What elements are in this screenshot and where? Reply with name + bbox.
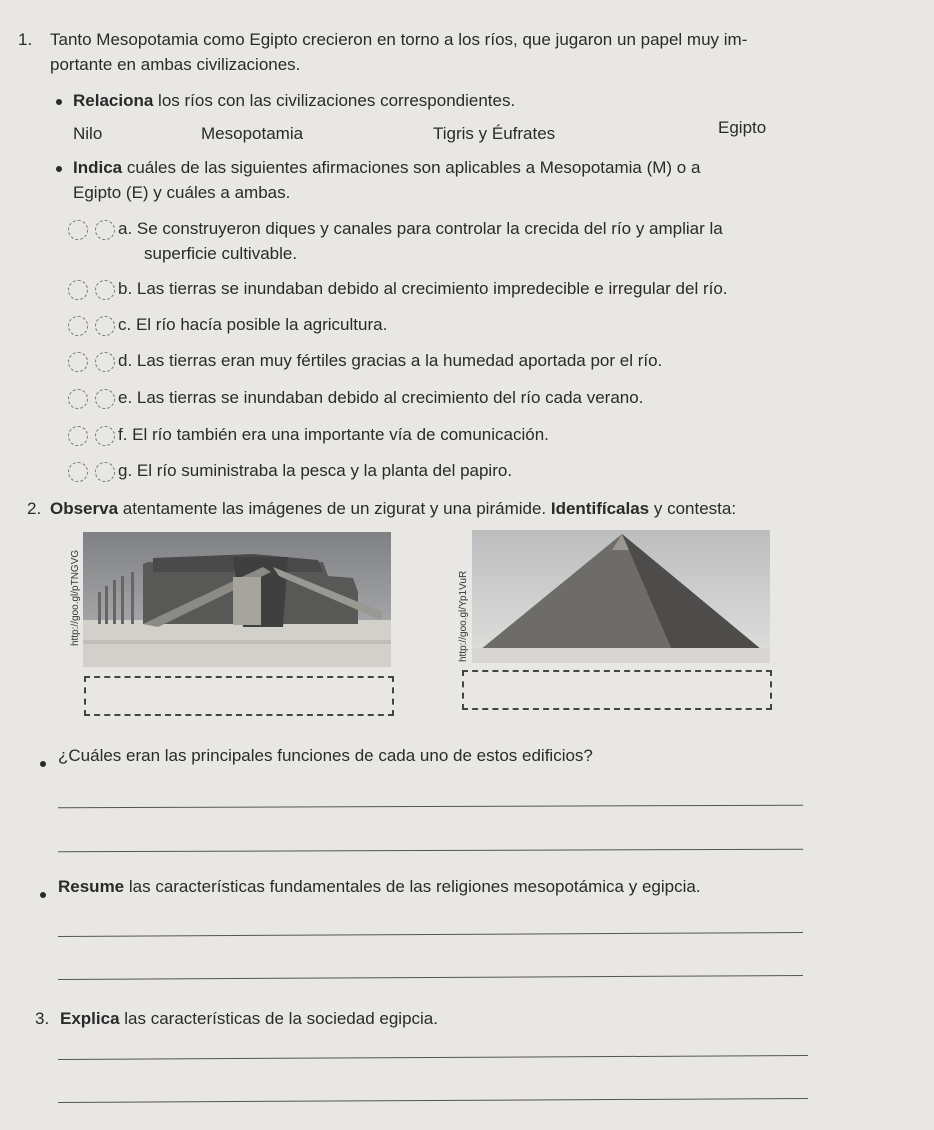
answer-circle-e-2[interactable]	[95, 389, 115, 409]
answer-circle-d-1[interactable]	[68, 352, 88, 372]
pyramid-image	[472, 530, 770, 663]
q1-task1: Relaciona los ríos con las civilizaciones correspondientes.	[73, 91, 516, 110]
answer-circle-b-2[interactable]	[95, 280, 115, 300]
q3-instruction: Explica las características de la sociedad egipcia.	[60, 1009, 438, 1028]
q1-text-line1: Tanto Mesopotamia como Egipto crecieron en torno a los ríos, que jugaron un papel muy im-	[50, 30, 748, 49]
q1-task2-line1: Indica cuáles de las siguientes afirmaciones son aplicables a Mesopotamia (M) o a	[73, 158, 701, 177]
match-item-mesopotamia: Mesopotamia	[201, 124, 304, 143]
q2-task: Resume las características fundamentales de las religiones mesopotámica y egipcia.	[58, 877, 701, 896]
answer-circle-f-2[interactable]	[95, 426, 115, 446]
q1-number: 1.	[18, 30, 33, 49]
statement-b: b. Las tierras se inundaban debido al crecimiento impredecible e irregular del río.	[118, 279, 728, 298]
q2-instruction: Observa atentamente las imágenes de un zigurat y una pirámide. Identifícalas y contesta:	[50, 499, 737, 518]
image-url-2: http://goo.gl/Yp1VuR	[458, 570, 469, 662]
answer-line[interactable]	[58, 1098, 808, 1103]
q1-text-line2: portante en ambas civilizaciones.	[50, 55, 301, 74]
statement-g: g. El río suministraba la pesca y la planta del papiro.	[118, 461, 513, 480]
image-url-1: http://goo.gl/pTNGVG	[70, 549, 81, 646]
pyramid-answer-box[interactable]	[462, 670, 772, 710]
match-item-egipto: Egipto	[718, 118, 767, 137]
q2-number: 2.	[27, 499, 42, 518]
answer-line[interactable]	[58, 975, 803, 980]
statement-e: e. Las tierras se inundaban debido al crecimiento del río cada verano.	[118, 388, 644, 407]
answer-line[interactable]	[58, 805, 803, 809]
statement-a-cont: superficie cultivable.	[144, 244, 298, 263]
statement-f: f. El río también era una importante vía de comunicación.	[118, 425, 549, 444]
answer-line[interactable]	[58, 932, 803, 937]
answer-circle-e-1[interactable]	[68, 389, 88, 409]
answer-line[interactable]	[58, 849, 803, 853]
answer-circle-c-2[interactable]	[95, 316, 115, 336]
q2-question1: ¿Cuáles eran las principales funciones de cada uno de estos edificios?	[58, 746, 593, 765]
ziggurat-answer-box[interactable]	[84, 676, 394, 716]
answer-circle-c-1[interactable]	[68, 316, 88, 336]
answer-circle-f-1[interactable]	[68, 426, 88, 446]
bullet-icon	[40, 892, 46, 898]
answer-circle-g-1[interactable]	[68, 462, 88, 482]
match-item-nilo: Nilo	[73, 124, 103, 143]
answer-circle-b-1[interactable]	[68, 280, 88, 300]
q1-task2-line2: Egipto (E) y cuáles a ambas.	[73, 183, 291, 202]
answer-circle-a-1[interactable]	[68, 220, 88, 240]
match-item-tigris: Tigris y Éufrates	[433, 124, 556, 143]
statement-d: d. Las tierras eran muy fértiles gracias a la humedad aportada por el río.	[118, 351, 663, 370]
answer-circle-g-2[interactable]	[95, 462, 115, 482]
bullet-icon	[40, 761, 46, 767]
bullet-icon	[56, 99, 62, 105]
bullet-icon	[56, 166, 62, 172]
answer-circle-a-2[interactable]	[95, 220, 115, 240]
ziggurat-image	[83, 532, 391, 667]
statement-c: c. El río hacía posible la agricultura.	[118, 315, 388, 334]
q3-number: 3.	[35, 1009, 50, 1028]
statement-a: a. Se construyeron diques y canales para controlar la crecida del río y ampliar la	[118, 219, 723, 238]
answer-circle-d-2[interactable]	[95, 352, 115, 372]
answer-line[interactable]	[58, 1055, 808, 1060]
